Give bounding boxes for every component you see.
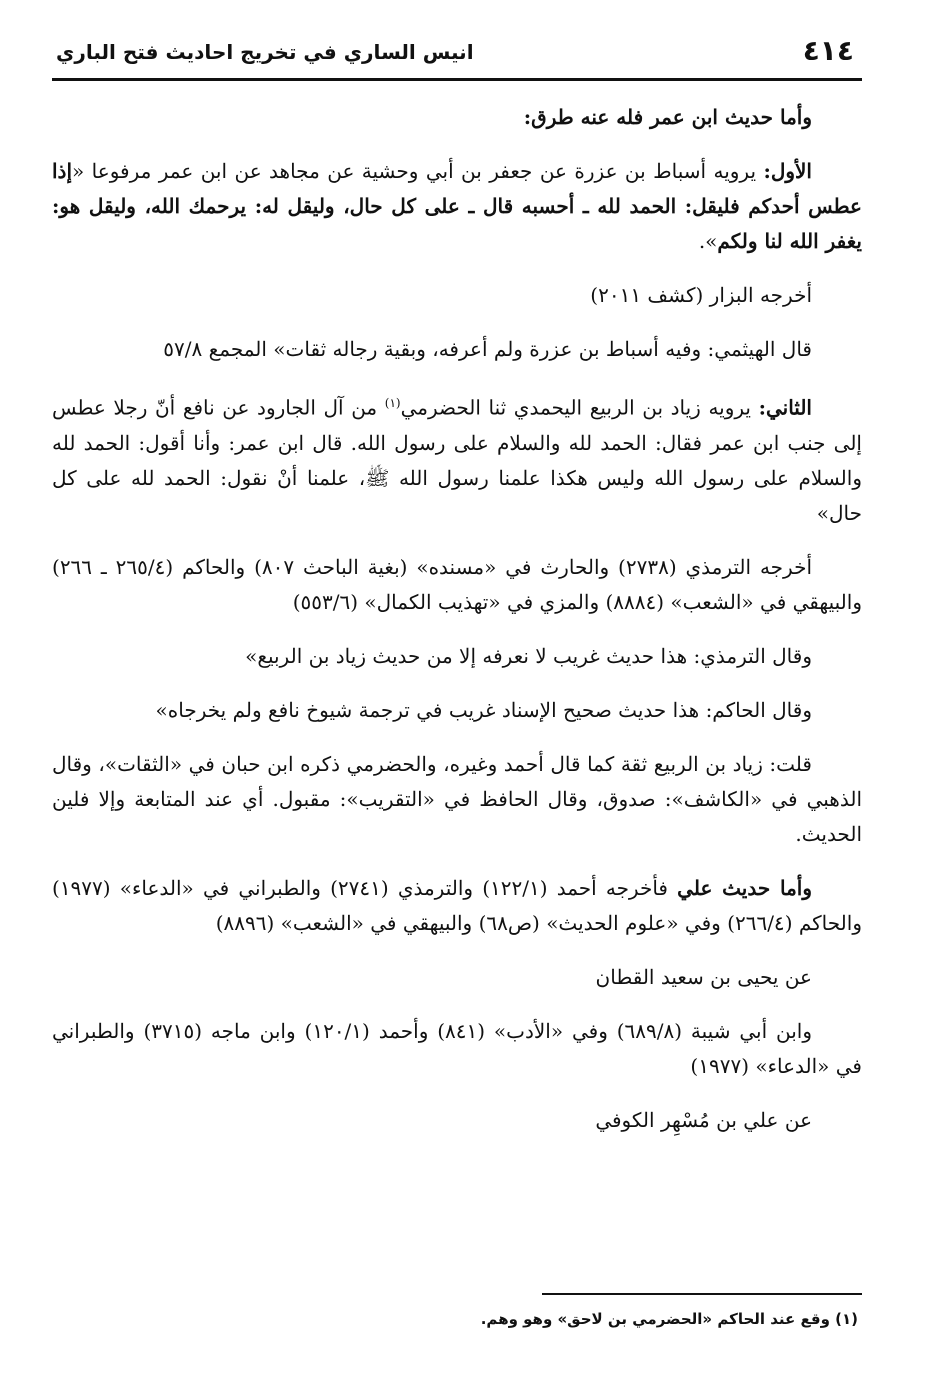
paragraph-ali-hadith <box>52 871 862 941</box>
route-label-second: الثاني: <box>758 395 812 420</box>
page <box>52 28 862 1328</box>
paragraph-ibn-abi-shayba: وابن أبي شيبة (٦٨٩/٨) وفي «الأدب» (٨٤١) وأحمد (١٢٠/١) وابن ماجه (٣٧١٥) والطبراني في «الدعاء» (١٩٧٧) <box>52 1018 862 1078</box>
route-text: يرويه أسباط بن عزرة عن جعفر بن أبي وحشية عن مجاهد عن ابن عمر مرفوعا « <box>72 159 764 183</box>
route-text: من آل الجارود عن نافع أنّ رجلا عطس إلى جنب ابن عمر فقال: الحمد لله والسلام على رسول الله. قال ابن عمر: وأنا أقول: الحمد لله والسلام على رسول الله وليس هكذا علمنا رسول الله ﷺ، علمنا أنْ نقول: الحمد لله على كل حال» <box>52 395 862 525</box>
page-number: ٤١٤ <box>802 34 854 67</box>
ali-label: وأما حديث علي <box>677 875 812 900</box>
paragraph-hakim-comment: وقال الحاكم: هذا حديث صحيح الإسناد غريب في ترجمة شيوخ نافع ولم يخرجاه» <box>155 697 812 722</box>
footnote-divider <box>542 1293 862 1295</box>
book-title: انيس الساري في تخريج احاديث فتح الباري <box>56 40 474 64</box>
paragraph-tirmidhi-takhrij: أخرجه الترمذي (٢٧٣٨) والحارث في «مسنده» (بغية الباحث ٨٠٧) والحاكم (٢٦٥/٤ ـ ٢٦٦) والبيهقي في «الشعب» (٨٨٨٤) والمزي في «تهذيب الكمال» (٥٥٣/٦) <box>52 554 862 614</box>
page-header <box>52 28 862 81</box>
page-body <box>52 100 862 1157</box>
footnote: (١) وقع عند الحاكم «الحضرمي بن لاحق» وهو وهم. <box>480 1310 858 1328</box>
route-text: يرويه زياد بن الربيع اليحمدي ثنا الحضرمي <box>400 395 759 420</box>
paragraph-qattan: عن يحيى بن سعيد القطان <box>595 964 812 989</box>
paragraph-author-note: قلت: زياد بن الربيع ثقة كما قال أحمد وغيره، والحضرمي ذكره ابن حبان في «الثقات»، وقال الذهبي في «الكاشف»: صدوق، وقال الحافظ في «التقريب»: مقبول. أي عند المتابعة وإلا فلين الحديث. <box>52 751 862 846</box>
hadith-text: إذا عطس أحدكم فليقل: الحمد لله ـ أحسبه قال ـ على كل حال، وليقل له: يرحمك الله، وليقل هو: يغفر الله لنا ولكم <box>52 159 862 253</box>
paragraph-first-route <box>52 154 862 259</box>
paragraph-bazzar: أخرجه البزار (كشف ٢٠١١) <box>590 283 812 307</box>
quote-close: ». <box>698 229 718 253</box>
footnote-marker: (١) <box>384 396 401 410</box>
paragraph-tirmidhi-comment: وقال الترمذي: هذا حديث غريب لا نعرفه إلا من حديث زياد بن الربيع» <box>245 643 812 668</box>
ali-text: فأخرجه أحمد (١٢٢/١) والترمذي (٢٧٤١) والطبراني في «الدعاء» (١٩٧٧) والحاكم (٢٦٦/٤) وفي «علوم الحديث» (ص٦٨) والبيهقي في «الشعب» (٨٨٩٦) <box>52 875 862 935</box>
paragraph-intro: وأما حديث ابن عمر فله عنه طرق: <box>523 105 812 129</box>
paragraph-second-route <box>52 386 862 531</box>
paragraph-haythami: قال الهيثمي: وفيه أسباط بن عزرة ولم أعرفه، وبقية رجاله ثقات» المجمع ٥٧/٨ <box>163 337 812 361</box>
paragraph-mushir: عن علي بن مُسْهِر الكوفي <box>595 1107 812 1132</box>
route-label-first: الأول: <box>763 159 812 183</box>
